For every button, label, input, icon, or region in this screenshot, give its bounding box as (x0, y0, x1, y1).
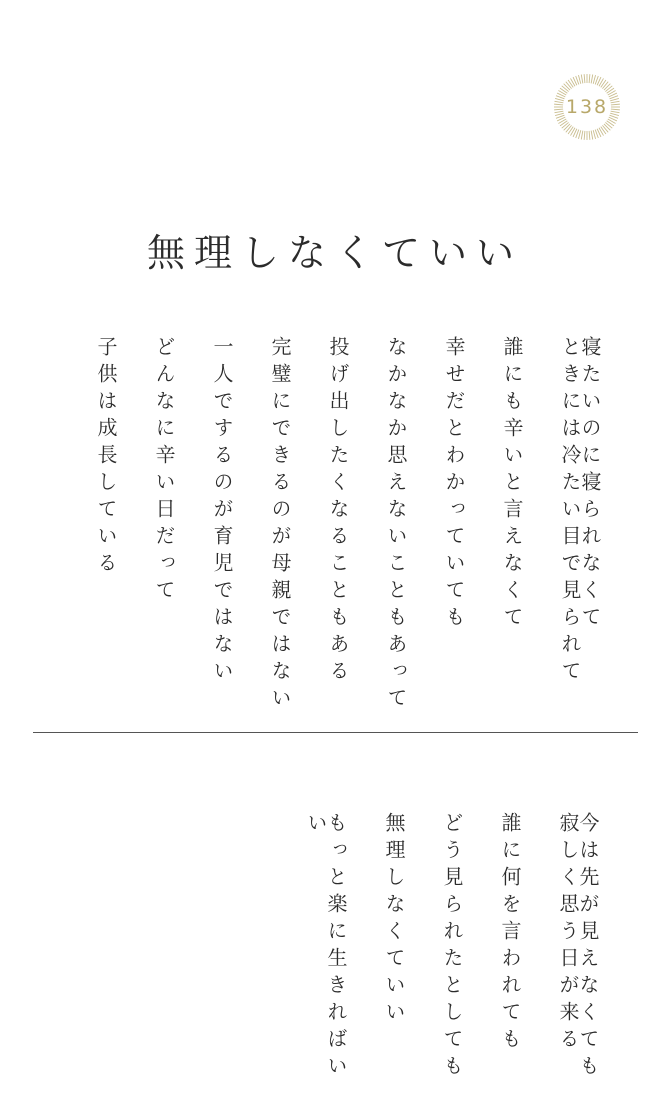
poem-line: 幸せだとわかっていても (442, 336, 466, 633)
poem-line: 無理しなくていい (382, 812, 406, 1028)
poem-line: ときには冷たい目で見られて (558, 336, 582, 687)
poem-line: 子供は成長している (94, 336, 118, 579)
stanza-2 (268, 812, 598, 1102)
poem-line: 一人でするのが育児ではない (210, 336, 234, 687)
poem-line: 完璧にできるのが母親ではない (268, 336, 292, 714)
poem-line: なかなか思えないこともあって (384, 336, 408, 714)
poem-line: 寂しく思う日が来る (556, 812, 580, 1055)
poem-line: 誰にも辛いと言えなくて (500, 336, 524, 633)
poem-line: 投げ出したくなることもある (326, 336, 350, 687)
page-number: 138 (565, 96, 609, 118)
stanza-1 (58, 336, 600, 716)
poem-line: どう見られたとしても (440, 812, 464, 1082)
poem-title: 無理しなくていい (146, 231, 523, 275)
section-divider (33, 732, 638, 733)
poem-line: 今は先が見えなくても (576, 812, 600, 1082)
poem-line: 誰に何を言われても (498, 812, 522, 1055)
poem-line: どんなに辛い日だって (152, 336, 176, 606)
poem-line: もっと楽に生きればいい (304, 812, 348, 1082)
page-number-badge (553, 73, 621, 141)
poem-line: 寝たいのに寝られなくて (578, 336, 602, 633)
